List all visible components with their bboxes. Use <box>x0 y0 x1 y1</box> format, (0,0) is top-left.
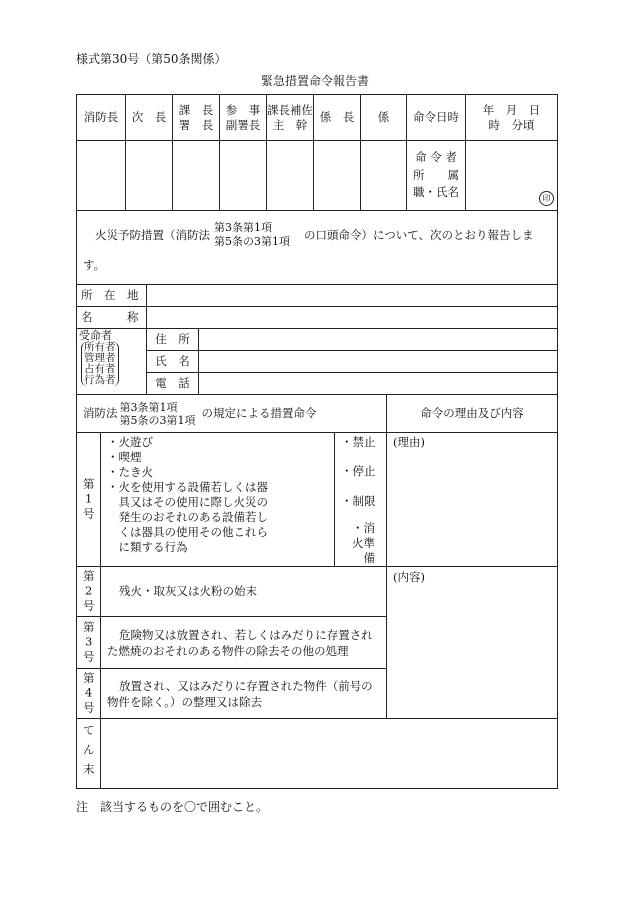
item-1-line: ・たき火 <box>107 465 153 479</box>
item-1-number: 第1号 <box>77 433 101 567</box>
reason-label: (理由) <box>393 435 425 449</box>
item-1-line: 具又はその使用に際し火災の <box>107 495 268 509</box>
measure-stop: ・停止 <box>341 464 376 478</box>
item-3-text: 危険物又は放置され、若しくはみだりに存置された燃焼のおそれのある物件の除去その他の処理 <box>101 617 387 669</box>
outcome-label: てん末 <box>81 724 96 783</box>
recipient-kind-occupant: 占有者 <box>84 363 116 375</box>
item-2-text: 残火・取灰又は火粉の始末 <box>101 567 387 617</box>
approval-col-fire-chief: 消防長 <box>77 95 126 141</box>
reason-cell <box>387 433 558 567</box>
content-cell <box>387 567 558 719</box>
form-number: 様式第30号（第50条関係） <box>76 52 227 66</box>
location-label: 所 在 地 <box>77 285 147 307</box>
approval-col-deputy-chief: 次 長 <box>126 95 173 141</box>
item-4-number: 第4号 <box>77 669 101 719</box>
approval-col-staff: 係 <box>361 95 407 141</box>
recipient-label: 受命者 <box>79 329 112 342</box>
recipient-kind-manager: 管理者 <box>84 352 116 364</box>
seal-icon: 印 <box>539 191 554 206</box>
report-pre: 火災予防措置（消防法 <box>95 227 210 242</box>
order-date-value: 年 月 日 時 分頃 <box>466 95 558 141</box>
recipient-address-label: 住 所 <box>147 329 199 351</box>
recipient-phone-value <box>199 373 558 395</box>
document-title: 緊急措置命令報告書 <box>260 74 369 88</box>
stamp-box <box>220 141 267 211</box>
location-value <box>147 285 558 307</box>
stamp-box <box>126 141 173 211</box>
footnote: 注 該当するものを〇で囲むこと。 <box>76 800 269 814</box>
measures-article-2: 第5条の3第1項 <box>119 413 196 427</box>
measures-article-1: 第3条第1項 <box>119 400 178 414</box>
measures-header-pre: 消防法 <box>83 406 118 421</box>
stamp-box <box>77 141 126 211</box>
order-date-label: 命令日時 <box>407 95 466 141</box>
report-table <box>76 210 558 789</box>
item-1-line: に類する行為 <box>107 540 188 554</box>
name-label: 名 称 <box>77 307 147 329</box>
report-article-1: 第3条第1項 <box>214 221 272 234</box>
recipient-kind-actor: 行為者 <box>84 374 116 386</box>
item-1-line: ・火を使用する設備若しくは器 <box>107 480 268 494</box>
report-post: の口頭命令）について、次のとおり報告しま <box>304 227 534 242</box>
recipient-kind-owner: 所有者 <box>84 341 116 353</box>
item-3-number: 第3号 <box>77 617 101 669</box>
item-1-line: くは器具の使用その他これら <box>107 525 268 539</box>
approval-col-assistant-chief: 課長補佐 主 幹 <box>267 95 314 141</box>
item-2-number: 第2号 <box>77 567 101 617</box>
report-cont: す。 <box>83 258 106 272</box>
report-statement <box>77 211 558 285</box>
content-label: (内容) <box>393 570 425 584</box>
outcome-value <box>101 719 558 789</box>
approval-col-counselor: 参 事 副署長 <box>220 95 267 141</box>
stamp-box <box>361 141 407 211</box>
approval-table <box>76 94 558 211</box>
recipient-kinds <box>81 342 119 386</box>
approval-col-section-chief: 課 長 署 長 <box>173 95 220 141</box>
outcome-label-cell <box>77 719 101 789</box>
measure-extinguish-prep: ・消火準備 <box>352 521 375 565</box>
orderer-seal-cell <box>466 141 558 211</box>
name-value <box>147 307 558 329</box>
measures-header <box>77 395 387 433</box>
item-1-measure-types <box>335 433 387 567</box>
item-1-actions-list <box>101 433 335 567</box>
recipient-name-value <box>199 351 558 373</box>
measure-prohibit: ・禁止 <box>341 435 376 449</box>
recipient-address-value <box>199 329 558 351</box>
orderer-label: 命 令 者 所 属 職・氏名 <box>407 141 466 211</box>
report-article-2: 第5条の3第1項 <box>214 235 290 248</box>
stamp-box <box>173 141 220 211</box>
stamp-box <box>267 141 314 211</box>
item-4-text: 放置され、又はみだりに存置された物件（前号の物件を除く。）の整理又は除去 <box>101 669 387 719</box>
measure-limit: ・制限 <box>341 494 376 508</box>
item-1-line: ・火遊び <box>107 435 153 449</box>
reason-header: 命令の理由及び内容 <box>387 395 558 433</box>
stamp-box <box>314 141 361 211</box>
item-1-line: 発生のおそれのある設備若し <box>107 510 268 524</box>
recipient-phone-label: 電 話 <box>147 373 199 395</box>
recipient-label-cell <box>77 329 147 395</box>
item-1-line: ・喫煙 <box>107 450 142 464</box>
recipient-name-label: 氏 名 <box>147 351 199 373</box>
measures-header-post: の規定による措置命令 <box>201 406 317 421</box>
approval-col-subsection-chief: 係 長 <box>314 95 361 141</box>
